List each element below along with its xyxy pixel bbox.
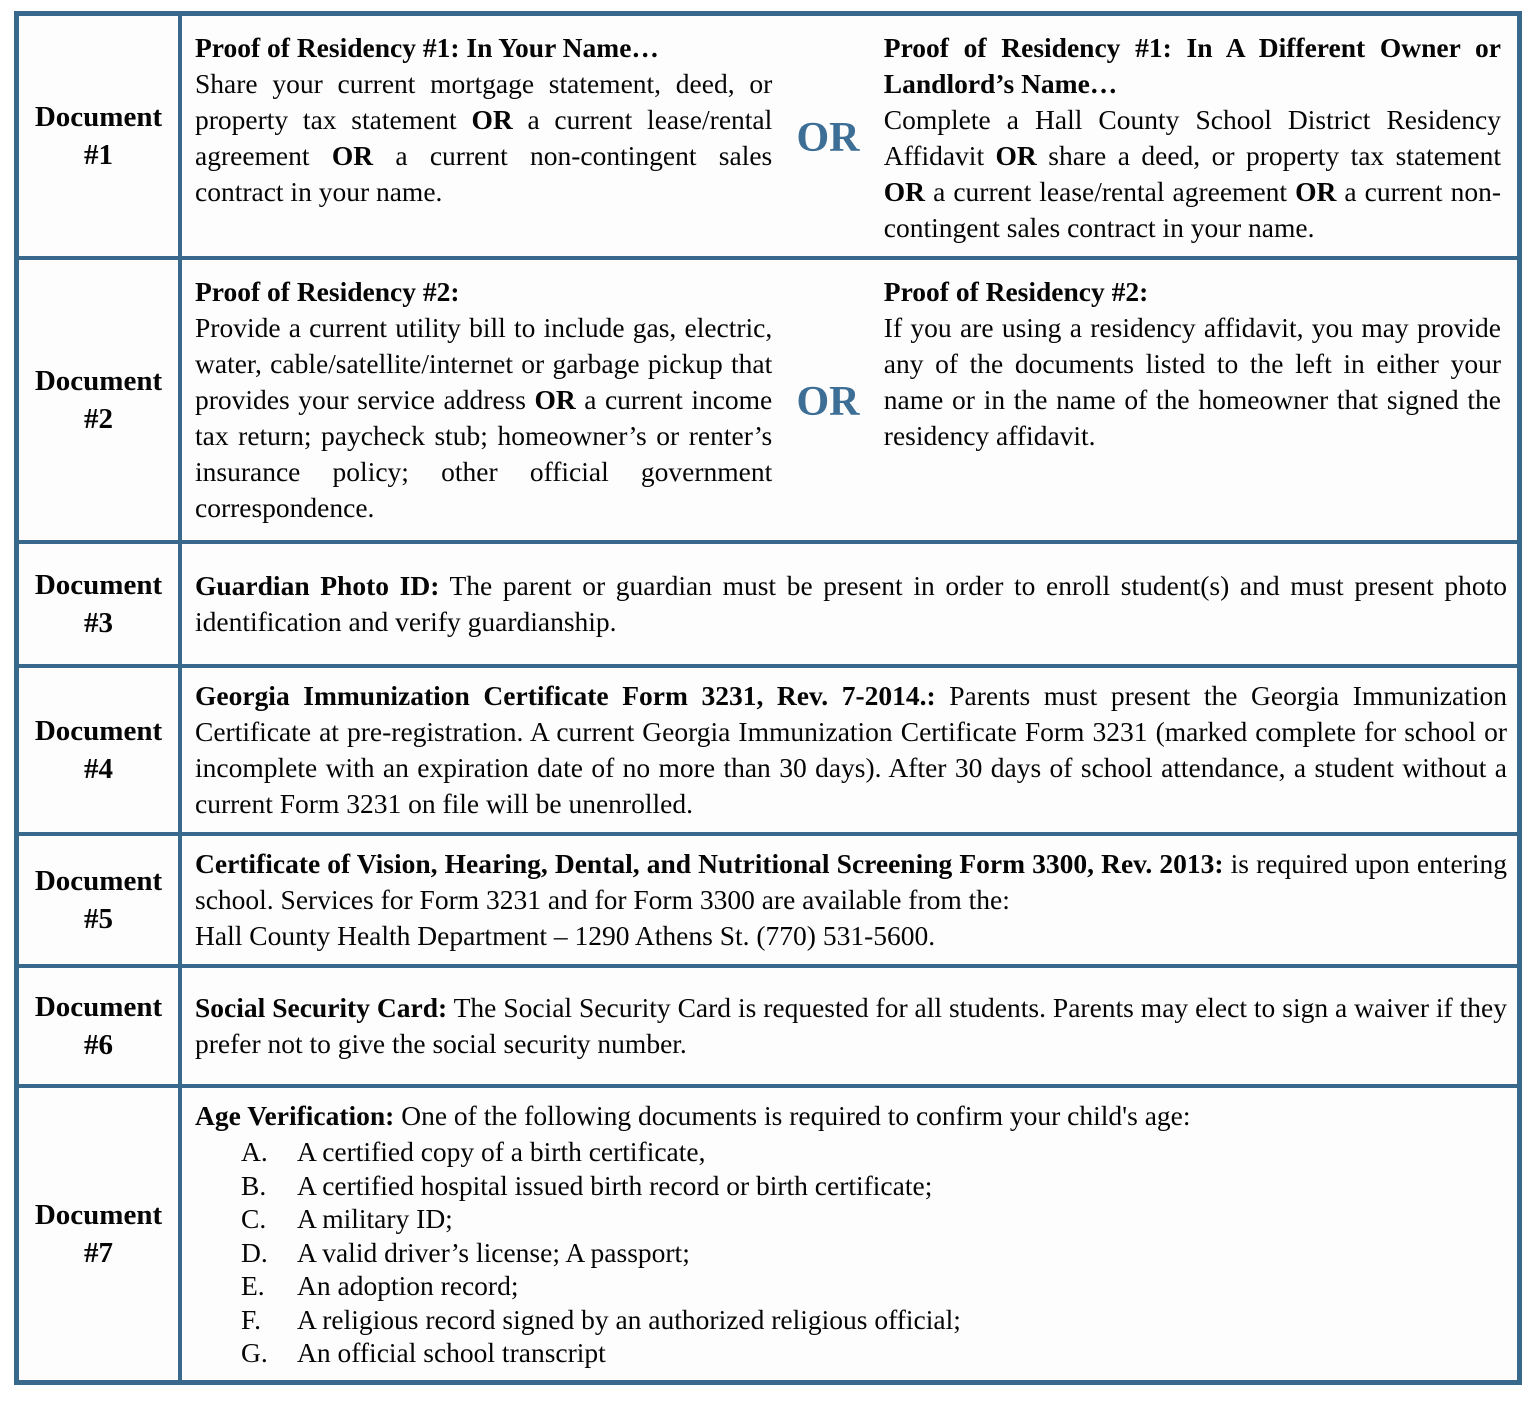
doc-1-left-body: Share your current mortgage statement, deed, or property tax statement OR a current lease/rental agreement OR a current non-contingent sales contract in your name. bbox=[195, 68, 773, 207]
doc-1-option-right bbox=[884, 30, 1507, 246]
list-marker: B. bbox=[241, 1169, 267, 1201]
list-marker: C. bbox=[241, 1203, 267, 1234]
list-item bbox=[195, 1135, 1507, 1169]
doc-2-left-heading: Proof of Residency #2: bbox=[195, 276, 460, 307]
list-marker: F. bbox=[241, 1303, 261, 1335]
doc-label-number: #5 bbox=[84, 903, 113, 935]
list-marker: G. bbox=[241, 1337, 268, 1368]
list-marker: A. bbox=[241, 1136, 268, 1167]
table-row-document-5 bbox=[19, 832, 1517, 964]
list-text: A valid driver’s license; A passport; bbox=[297, 1236, 690, 1268]
doc-7-heading-line: Age Verification: One of the following documents is required to confirm your child's age: bbox=[195, 1100, 1191, 1131]
doc-label-2 bbox=[19, 260, 182, 540]
doc-1-content bbox=[182, 16, 1517, 256]
or-label: OR bbox=[796, 115, 860, 161]
list-text: An adoption record; bbox=[297, 1270, 519, 1301]
table-row-document-4 bbox=[19, 664, 1517, 832]
table-row-document-7 bbox=[19, 1084, 1517, 1380]
doc-label-number: #2 bbox=[84, 403, 113, 435]
age-verification-list bbox=[195, 1135, 1507, 1370]
doc-label-number: #6 bbox=[84, 1029, 113, 1061]
list-text: A certified copy of a birth certificate, bbox=[297, 1136, 706, 1167]
doc-6-body: Social Security Card: The Social Security Card is requested for all students. Parents may elect to sign a waiver if they prefer not to give the social security number. bbox=[195, 992, 1507, 1059]
table-row-document-2 bbox=[19, 256, 1517, 540]
doc-label-name: Document bbox=[34, 569, 163, 601]
doc-label-name: Document bbox=[34, 101, 163, 133]
doc-label-name: Document bbox=[34, 991, 163, 1023]
doc-label-name: Document bbox=[34, 365, 163, 397]
doc-label-number: #4 bbox=[84, 753, 113, 785]
doc-label-name: Document bbox=[34, 1198, 163, 1231]
doc-5-content bbox=[182, 836, 1517, 964]
doc-1-option-left bbox=[195, 30, 772, 210]
doc-2-content bbox=[182, 260, 1517, 540]
doc-1-right-body: Complete a Hall County School District Residency Affidavit OR share a deed, or property tax statement OR a current lease/rental agreement OR a current non-contingent sales contract in your name. bbox=[883, 104, 1502, 243]
doc-label-5 bbox=[19, 836, 182, 964]
doc-4-content bbox=[182, 668, 1517, 832]
doc-label-number: #1 bbox=[84, 139, 113, 171]
list-item bbox=[195, 1169, 1507, 1203]
list-marker: E. bbox=[241, 1270, 265, 1301]
doc-1-right-heading: Proof of Residency #1: In A Different Owner or Landlord’s Name… bbox=[883, 32, 1501, 99]
list-text: An official school transcript bbox=[297, 1337, 606, 1368]
or-label: OR bbox=[796, 379, 860, 425]
doc-5-contact-line: Hall County Health Department – 1290 Athens St. (770) 531-5600. bbox=[195, 920, 936, 951]
table-row-document-6 bbox=[19, 964, 1517, 1084]
list-item bbox=[195, 1236, 1507, 1270]
table-row-document-1 bbox=[19, 16, 1517, 256]
table-row-document-3 bbox=[19, 540, 1517, 664]
doc-label-name: Document bbox=[34, 715, 163, 747]
list-text: A military ID; bbox=[297, 1203, 453, 1234]
doc-label-7 bbox=[19, 1088, 182, 1380]
list-item bbox=[195, 1269, 1507, 1303]
doc-label-number: #7 bbox=[84, 1236, 113, 1269]
list-text: A religious record signed by an authorized religious official; bbox=[297, 1303, 961, 1335]
enrollment-documents-table bbox=[14, 11, 1522, 1385]
list-item bbox=[195, 1202, 1507, 1236]
doc-3-body: Guardian Photo ID: The parent or guardian must be present in order to enroll student(s) and must present photo identification and verify guardianship. bbox=[195, 570, 1508, 637]
doc-6-content bbox=[182, 968, 1517, 1084]
doc-label-4 bbox=[19, 668, 182, 832]
doc-label-6 bbox=[19, 968, 182, 1084]
doc-2-right-heading: Proof of Residency #2: bbox=[883, 276, 1149, 307]
list-text: A certified hospital issued birth record or birth certificate; bbox=[297, 1169, 933, 1201]
list-item bbox=[195, 1303, 1507, 1337]
doc-label-1 bbox=[19, 16, 182, 256]
list-marker: D. bbox=[241, 1236, 268, 1268]
doc-1-left-heading: Proof of Residency #1: In Your Name… bbox=[195, 32, 659, 63]
doc-2-right-body: If you are using a residency affidavit, you may provide any of the documents listed to the left in either your name or in the name of the homeowner that signed the residency affidavit. bbox=[883, 312, 1501, 451]
doc-5-body: Certificate of Vision, Hearing, Dental, and Nutritional Screening Form 3300, Rev. 2013: is required upon entering school. Services for Form 3231 and for Form 3300 are available from the: bbox=[195, 848, 1507, 915]
doc-3-content bbox=[182, 544, 1517, 664]
doc-2-left-body: Provide a current utility bill to include gas, electric, water, cable/satellite/internet or garbage pickup that provides your service address OR a current income tax return; paycheck stub; homeowner’s or renter’s insurance policy; other official government correspondence. bbox=[195, 312, 773, 523]
doc-7-content bbox=[182, 1088, 1517, 1380]
doc-label-number: #3 bbox=[84, 607, 113, 639]
doc-2-option-right bbox=[884, 274, 1507, 454]
list-item bbox=[195, 1336, 1507, 1370]
doc-label-name: Document bbox=[34, 865, 163, 897]
doc-2-option-left bbox=[195, 274, 772, 526]
doc-label-3 bbox=[19, 544, 182, 664]
doc-4-body: Georgia Immunization Certificate Form 3231, Rev. 7-2014.: Parents must present the Georgia Immunization Certificate at pre-registration. A current Georgia Immunization Certificate Form 3231 (marked complete for school or incomplete with an expiration date of no more than 30 days). After 30 days of school attendance, a student without a current Form 3231 on file will be unenrolled. bbox=[195, 680, 1507, 819]
